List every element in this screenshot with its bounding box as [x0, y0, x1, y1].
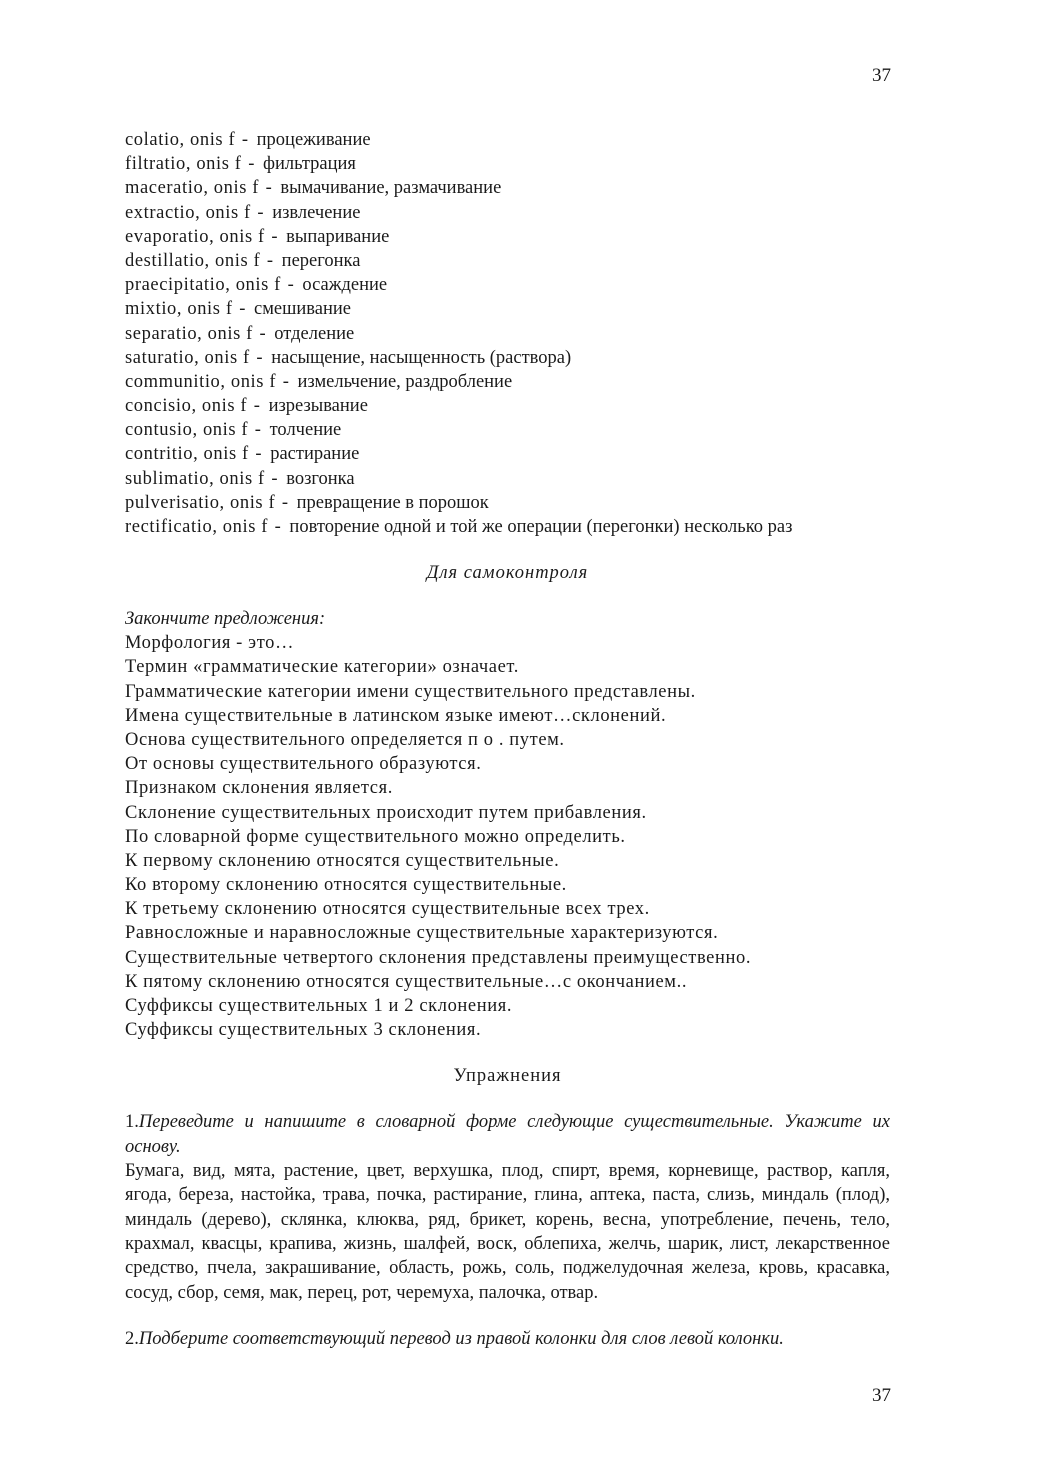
vocabulary-latin: communitio, onis f	[125, 371, 277, 392]
vocabulary-row	[125, 346, 890, 370]
vocabulary-translation: извлечение	[272, 202, 361, 223]
self-check-item: Склонение существительных происходит путем прибавления.	[125, 802, 647, 823]
vocabulary-separator: -	[274, 517, 281, 537]
vocabulary-separator: -	[253, 396, 260, 417]
self-check-item: Признаком склонения является.	[125, 778, 393, 799]
vocabulary-row	[125, 225, 890, 249]
vocabulary-separator: -	[259, 323, 266, 344]
vocabulary-latin: extractio, onis f	[125, 202, 251, 223]
vocabulary-row	[125, 249, 890, 273]
vocabulary-latin: filtratio, onis f	[125, 154, 242, 175]
vocabulary-row	[125, 467, 890, 491]
vocabulary-latin: maceratio, onis f	[125, 178, 259, 199]
self-check-item: Равносложные и наравносложные существительные характеризуются.	[125, 923, 719, 944]
vocabulary-latin: concisio, onis f	[125, 396, 248, 417]
vocabulary-latin: saturatio, onis f	[125, 347, 250, 368]
vocabulary-latin: colatio, onis f	[125, 130, 236, 150]
vocabulary-separator: -	[256, 347, 263, 368]
vocabulary-row	[125, 273, 890, 297]
vocabulary-row	[125, 152, 890, 176]
vocabulary-latin: contusio, onis f	[125, 420, 249, 441]
vocabulary-translation: фильтрация	[262, 154, 356, 175]
vocabulary-translation: повторение одной и той же операции (перегонки) несколько раз	[289, 517, 793, 537]
vocabulary-translation: перегонка	[281, 250, 361, 271]
self-check-item: Суффиксы существительных 3 склонения.	[125, 1020, 482, 1041]
vocabulary-latin: praecipitatio, onis f	[125, 275, 281, 296]
vocabulary-latin: rectificatio, onis f	[125, 517, 268, 537]
self-check-item: К первому склонению относятся существительные.	[125, 850, 560, 871]
vocabulary-translation: насыщение, насыщенность (раствора)	[271, 347, 572, 368]
vocabulary-separator: -	[248, 154, 255, 175]
vocabulary-separator: -	[271, 226, 278, 247]
self-check-item: От основы существительного образуются.	[125, 754, 482, 775]
self-check-item: Термин «грамматические категории» означает.	[125, 657, 519, 678]
vocabulary-latin: separatio, onis f	[125, 323, 253, 344]
vocabulary-translation: растирание	[270, 444, 360, 465]
vocabulary-separator: -	[265, 178, 272, 199]
self-check-item: Имена существительные в латинском языке имеют…склонений.	[125, 705, 667, 726]
vocabulary-separator: -	[282, 371, 289, 392]
vocabulary-latin: mixtio, onis f	[125, 299, 233, 320]
self-check-item: Основа существительного определяется п о . путем.	[125, 729, 565, 750]
exercise-2-number: 2.	[125, 1329, 139, 1350]
vocabulary-row	[125, 491, 890, 515]
vocabulary-translation: вымачивание, размачивание	[280, 178, 502, 199]
vocabulary-latin: destillatio, onis f	[125, 250, 261, 271]
vocabulary-latin: sublimatio, onis f	[125, 468, 265, 489]
vocabulary-row	[125, 515, 890, 539]
exercise-1-word-list: Бумага, вид, мята, растение, цвет, верхушка, плод, спирт, время, корневище, раствор, капля, ягода, береза, настойка, трава, почка, растирание, глина, аптека, паста, слизь, миндаль (плод), миндаль (дерево), склянка, клюква, ряд, брикет, корень, весна, употребление, печень, тело, крахмал, квасцы, крапива, жизнь, шалфей, воск, облепиха, желчь, шарик, лист, лекарственное средство, пчела, закрашивание, область, рожь, соль, поджелудочная железа, кровь, красавка, сосуд, сбор, семя, мак, перец, рот, черемуха, палочка, отвар.	[125, 1160, 890, 1303]
vocabulary-row	[125, 370, 890, 394]
exercise-1-instruction	[125, 1110, 890, 1158]
self-check-item: Морфология - это…	[125, 633, 295, 654]
self-check-subtitle: Закончите предложения:	[125, 609, 326, 630]
self-check-list	[125, 631, 890, 1042]
page-content	[125, 128, 890, 1351]
vocabulary-translation: толчение	[269, 420, 342, 441]
vocabulary-latin: evaporatio, onis f	[125, 226, 265, 247]
vocabulary-row	[125, 418, 890, 442]
vocabulary-latin: pulverisatio, onis f	[125, 492, 276, 513]
self-check-item: Ко второму склонению относятся существительные.	[125, 875, 567, 896]
self-check-item: Грамматические категории имени существительного представлены.	[125, 681, 696, 702]
vocabulary-translation: превращение в порошок	[296, 492, 489, 513]
self-check-item: К пятому склонению относятся существительные…с окончанием..	[125, 971, 688, 992]
vocabulary-translation: возгонка	[286, 468, 355, 489]
vocabulary-separator: -	[254, 420, 261, 441]
exercise-2-instruction	[125, 1327, 890, 1351]
vocabulary-latin: contritio, onis f	[125, 444, 249, 465]
vocabulary-row	[125, 322, 890, 346]
vocabulary-translation: смешивание	[254, 299, 352, 320]
vocabulary-separator: -	[287, 275, 294, 296]
vocabulary-row	[125, 297, 890, 321]
vocabulary-translation: отделение	[274, 323, 355, 344]
vocabulary-list	[125, 128, 890, 539]
vocabulary-separator: -	[257, 202, 264, 223]
self-check-item: Существительные четвертого склонения представлены преимущественно.	[125, 947, 752, 968]
exercise-1-number: 1.	[125, 1112, 139, 1133]
exercise-2-instruction-text: Подберите соответствующий перевод из правой колонки для слов левой колонки.	[138, 1329, 784, 1350]
self-check-title: Для самоконтроля	[426, 563, 589, 584]
self-check-item: По словарной форме существительного можно определить.	[125, 826, 626, 847]
vocabulary-translation: выпаривание	[286, 226, 390, 247]
self-check-item: Суффиксы существительных 1 и 2 склонения.	[125, 996, 513, 1016]
vocabulary-separator: -	[255, 444, 262, 465]
vocabulary-separator: -	[239, 299, 246, 320]
self-check-item: К третьему склонению относятся существительные всех трех.	[125, 899, 650, 920]
vocabulary-translation: процеживание	[256, 130, 371, 150]
vocabulary-translation: осаждение	[302, 275, 388, 296]
vocabulary-separator: -	[266, 250, 274, 271]
exercises-title: Упражнения	[453, 1066, 562, 1087]
vocabulary-row	[125, 201, 890, 225]
vocabulary-row	[125, 394, 890, 418]
vocabulary-separator: -	[241, 130, 249, 150]
vocabulary-translation: измельчение, раздробление	[297, 371, 513, 392]
vocabulary-row	[125, 442, 890, 466]
page-number-bottom: 37	[872, 1385, 891, 1406]
page-number-top: 37	[872, 65, 891, 86]
exercise-1-instruction-text: Переведите и напишите в словарной форме следующие существительные. Укажите их основу.	[125, 1112, 890, 1157]
vocabulary-translation: изрезывание	[268, 396, 368, 417]
vocabulary-row	[125, 176, 890, 200]
vocabulary-separator: -	[281, 492, 289, 513]
vocabulary-separator: -	[271, 468, 278, 489]
vocabulary-row	[125, 128, 890, 152]
